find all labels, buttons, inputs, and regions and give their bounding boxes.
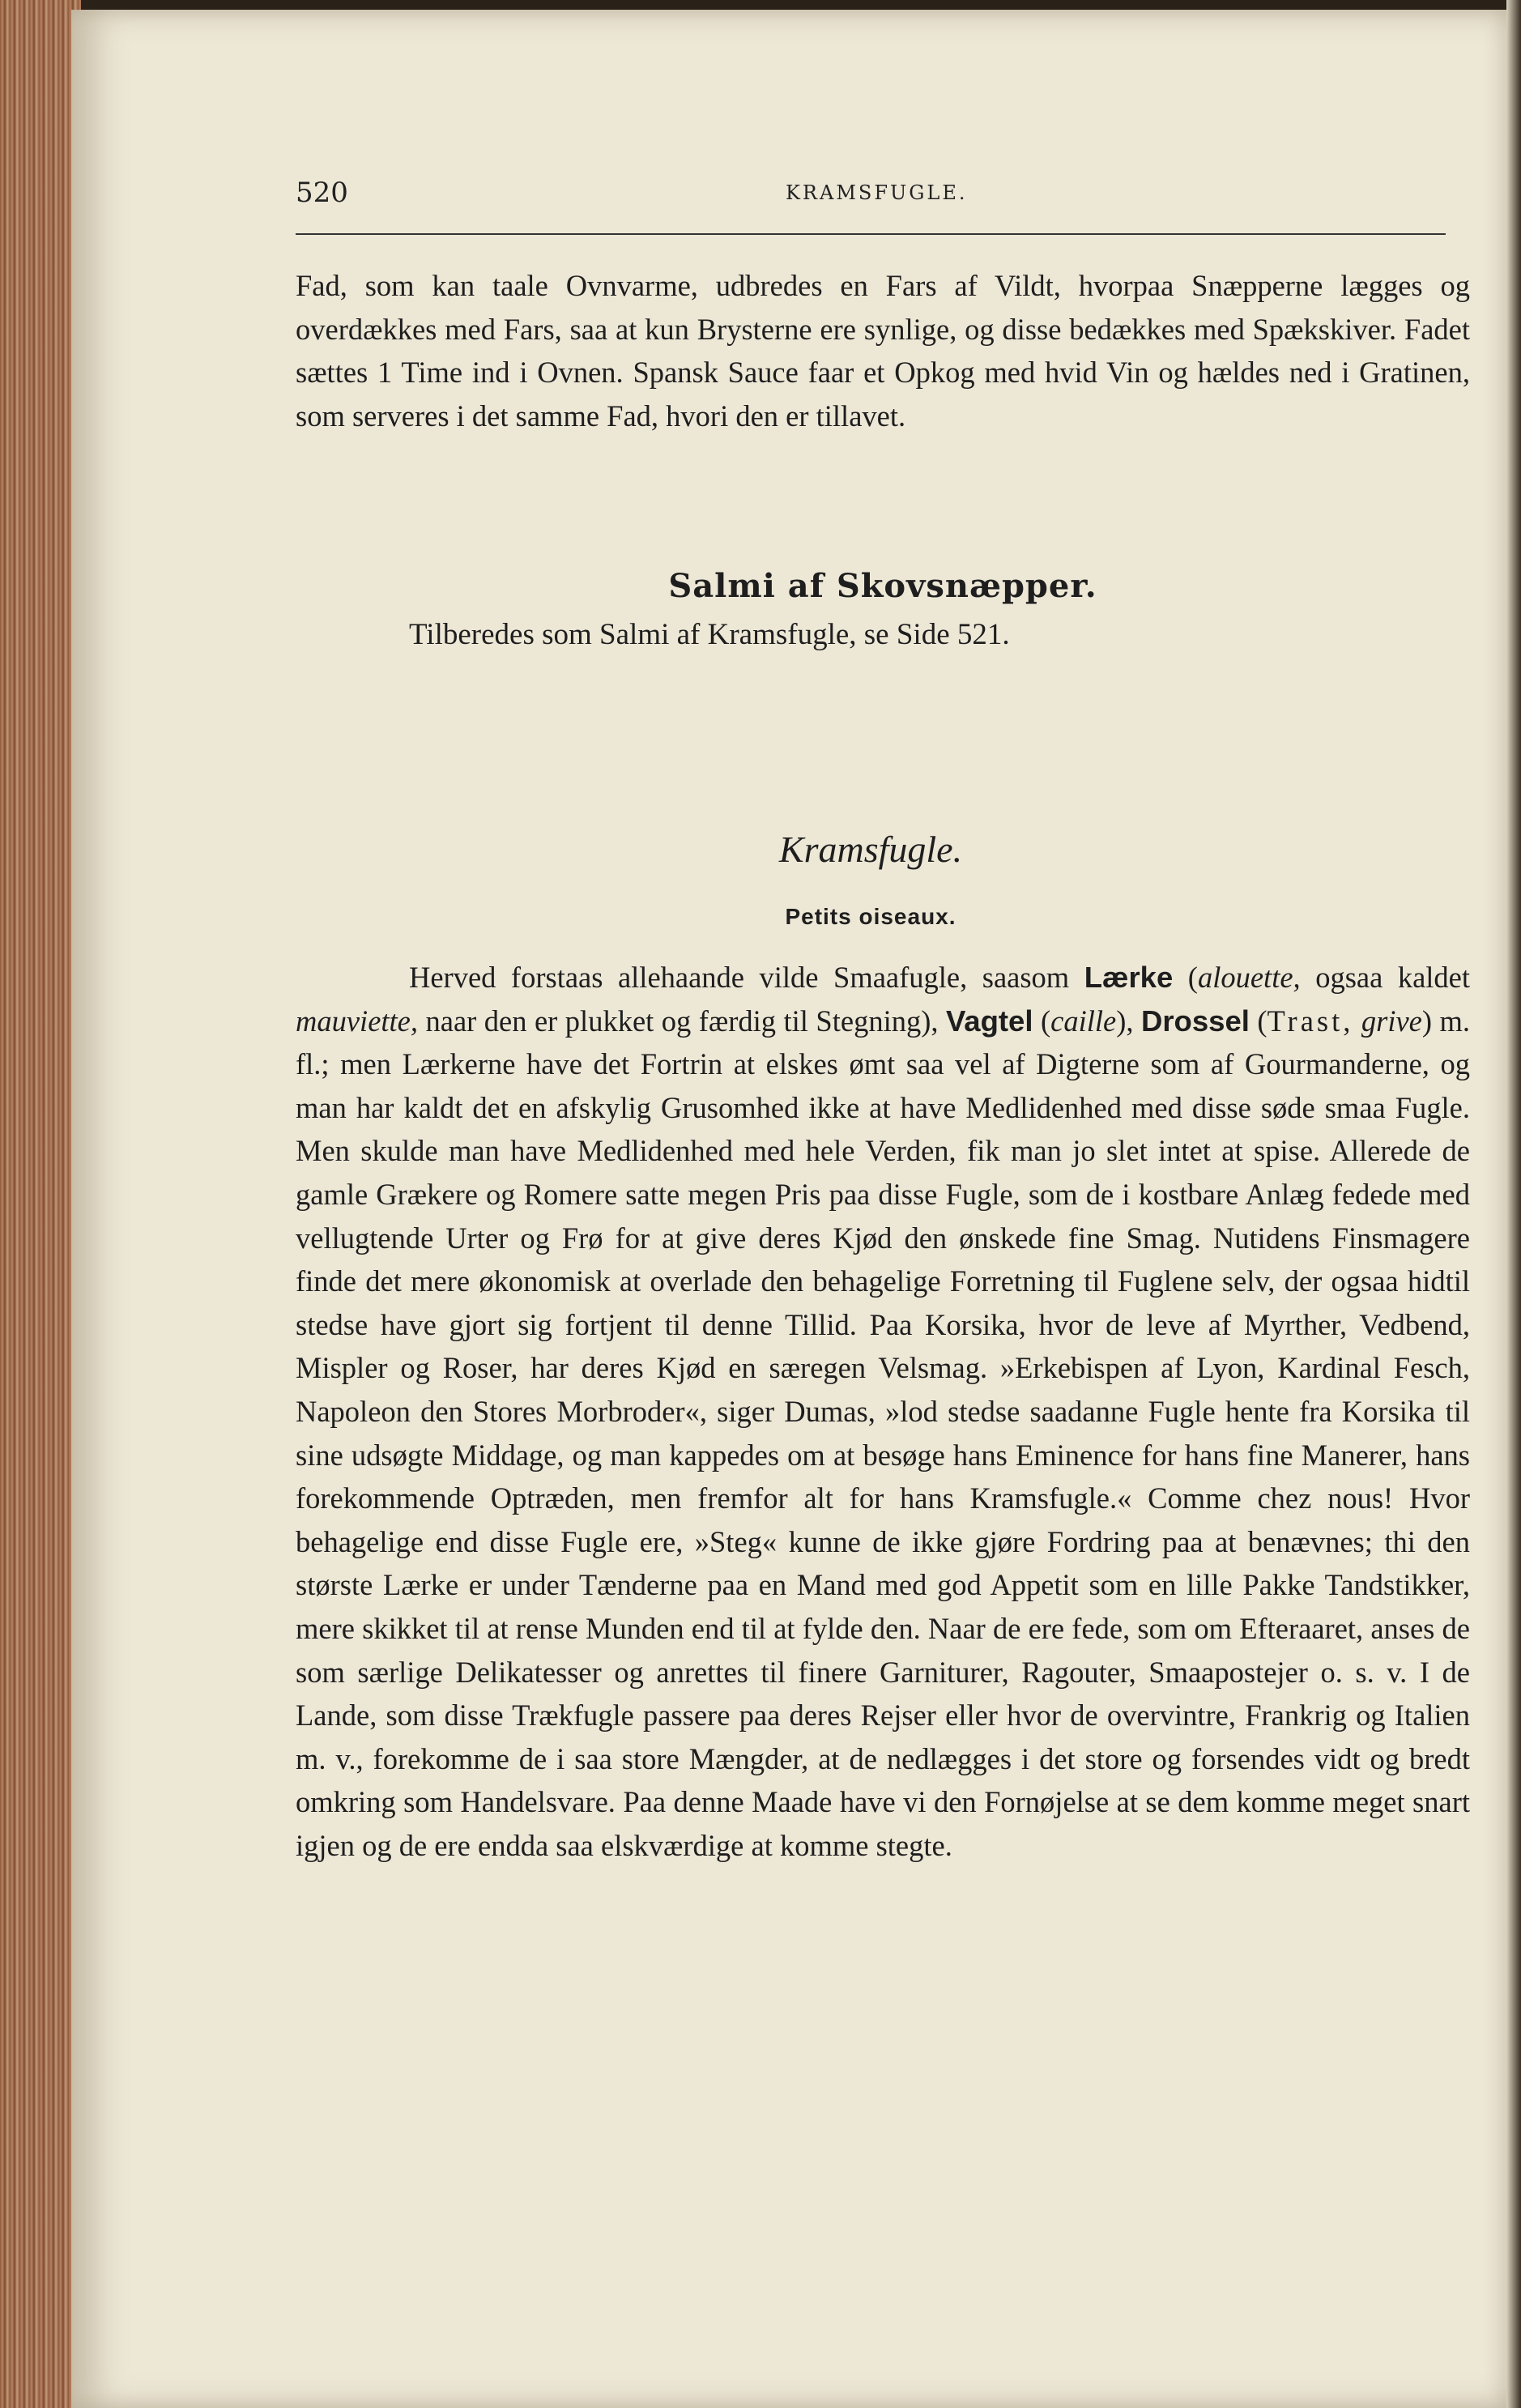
body-text-3: ogsaa kaldet [1300, 961, 1470, 994]
page-number: 520 [296, 177, 348, 209]
term-drossel: Drossel [1140, 1004, 1250, 1038]
body-text-9: ) m. fl.; men Lærkerne have det Fortrin at elskes ømt saa vel af Digterne som af Gourmanderne, og man har kaldt det en afskylig Grusomhed ikke at have Medlidenhed med disse søde smaa Fugle. Men skulde man have Medlidenhed med hele Verden, fik man jo slet intet at spise. Allerede de gamle Grækere og Romere satte megen Pris paa disse Fugle, som de i kostbare Anlæg fedede med vellugtende Urter og Frø for at give deres Kjød den ønskede fine Smag. Nutidens Finsmagere finde det mere økonomisk at overlade den behagelige Forretning til Fuglene selv, der ogsaa hidtil stedse have gjort sig fortjent til denne Tillid. Paa Korsika, hvor de leve af Myrther, Vedbend, Mispler og Roser, har deres Kjød en særegen Velsmag. »Erkebispen af Lyon, Kardinal Fesch, Napoleon den Stores Morbroder«, siger Dumas, »lod stedse saadanne Fugle hente fra Korsika til sine udsøgte Middage, og man kappedes om at besøge hans Eminence for hans fine Manerer, hans forekommende Optræden, men fremfor alt for hans Kramsfugle.« Comme chez nous! Hvor behagelige end disse Fugle ere, »Steg« kunne de ikke gjøre Fordring paa at benævnes; thi den største Lærke er under Tænderne paa en Mand med god Appetit som en lille Pakke Tandstikker, mere skikket til at rense Munden end til at fylde den. Naar de ere fede, som om Efteraaret, anses de som særlige Delikatesser og anrettes til finere Garniturer, Ragouter, Smaapostejer o. s. v. I de Lande, som disse Trækfugle passere paa deres Rejser eller hvor de overvintre, Frankrig og Italien m. v., forekomme de i saa store Mængder, at de nedlægges i det store og forsendes vidt og bredt omkring som Handelsvare. Paa denne Maade have vi den Fornøjelse at se dem komme meget snart igjen og de ere endda saa elskværdige at komme stegte. [296, 1004, 1471, 1862]
term-trast: Trast, [1267, 1004, 1354, 1038]
body-text-1: Herved forstaas allehaande vilde Smaafugle, saasom [409, 961, 1084, 994]
section-subtitle: Petits oiseaux. [785, 904, 956, 929]
term-alouette: alouette, [1197, 961, 1301, 994]
intro-paragraph [296, 264, 1470, 437]
term-caille: caille [1050, 1004, 1117, 1038]
body-text-4: naar den er plukket og færdig til Stegning), [418, 1004, 946, 1038]
body-text-7: ( [1249, 1004, 1268, 1038]
term-mauviette: mauviette, [296, 1004, 419, 1038]
page-header [296, 177, 1446, 222]
book-page-edges [0, 0, 81, 2408]
section-title: Kramsfugle. [778, 829, 963, 870]
salmi-text: Tilberedes som Salmi af Kramsfugle, se Side 521. [409, 618, 1010, 651]
salmi-heading: Salmi af Skovsnæpper. [668, 567, 1097, 605]
body-paragraph [296, 956, 1470, 1867]
page-right-edge [1506, 0, 1521, 2408]
term-laerke: Lærke [1084, 961, 1174, 994]
intro-text: Fad, som kan taale Ovnvarme, udbredes en Fars af Vildt, hvorpaa Snæpperne lægges og overdækkes med Fars, saa at kun Brysterne ere synlige, og disse bedækkes med Spækskiver. Fadet sættes 1 Time ind i Ovnen. Spansk Sauce faar et Opkog med hvid Vin og hældes ned i Gratinen, som serveres i det samme Fad, hvori den er tillavet. [296, 269, 1470, 433]
term-vagtel: Vagtel [945, 1004, 1033, 1038]
term-grive: grive [1361, 1004, 1422, 1038]
running-head: KRAMSFUGLE. [786, 181, 968, 204]
kramsfugle-body [296, 956, 1470, 1867]
body-text-5: ( [1033, 1004, 1051, 1038]
body-text-6: ), [1116, 1004, 1141, 1038]
body-text-2: ( [1173, 961, 1198, 994]
header-rule [296, 233, 1446, 235]
body-text-8 [1353, 1004, 1361, 1038]
